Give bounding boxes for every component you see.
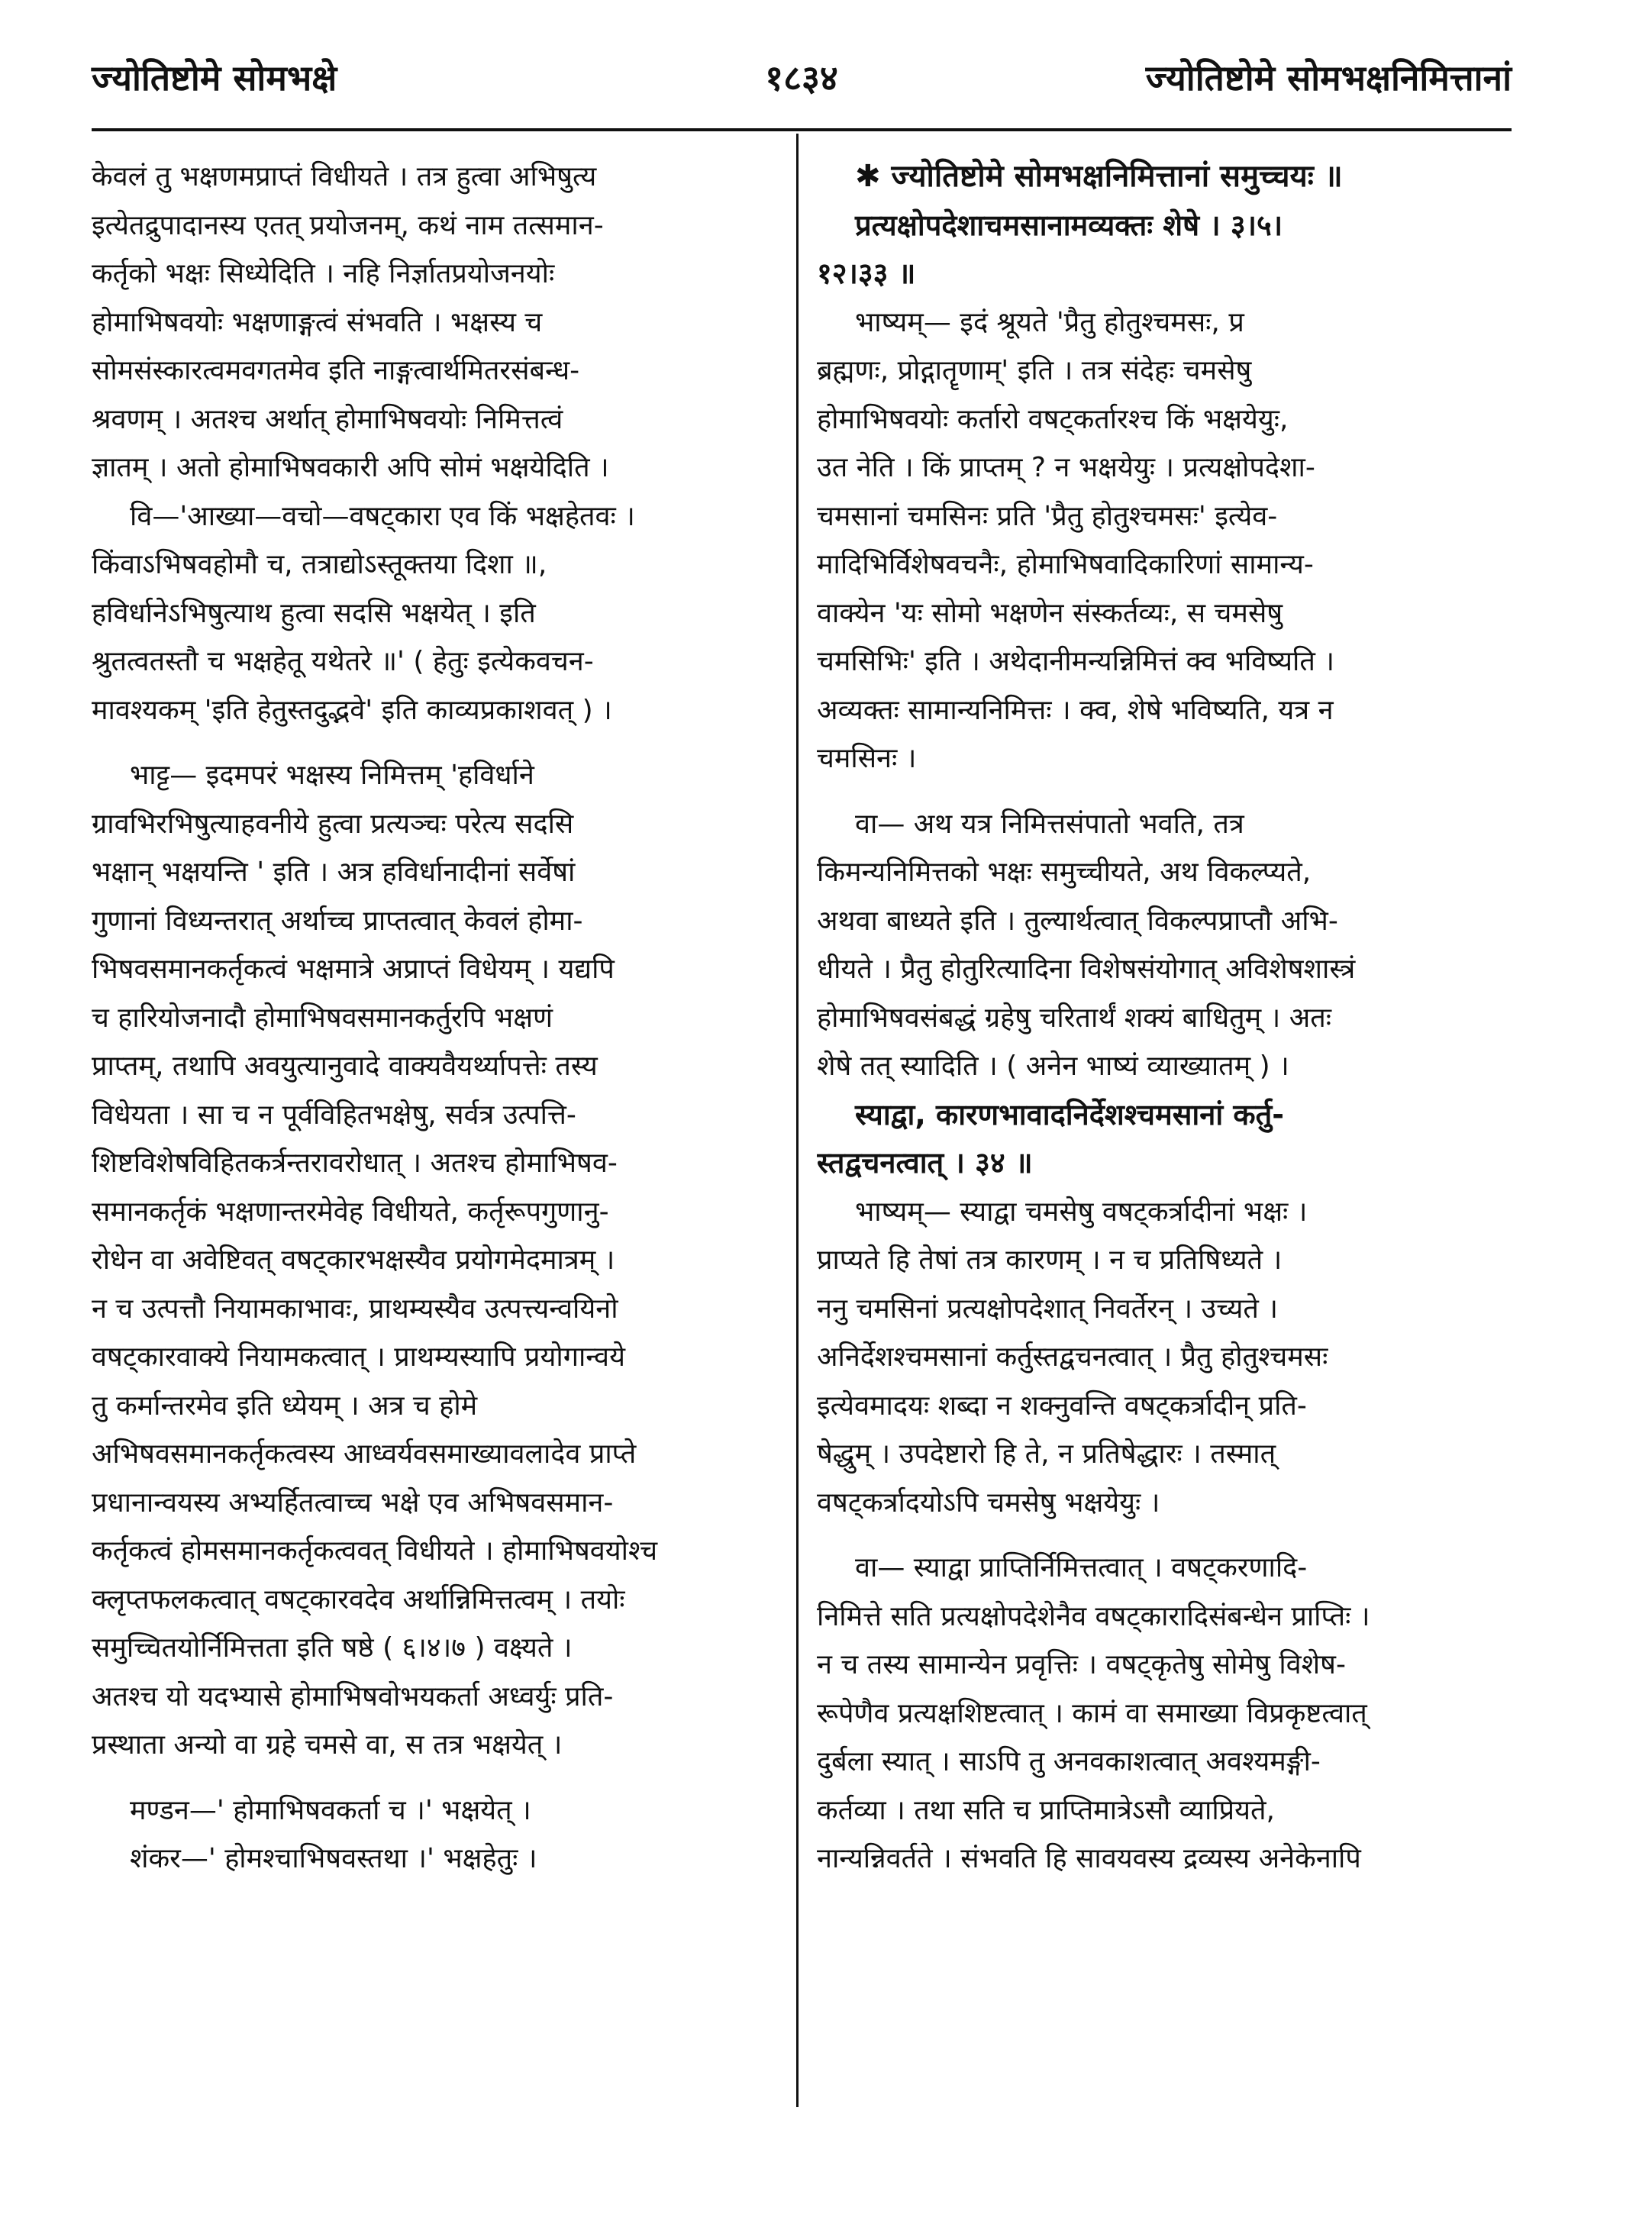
column-divider <box>796 134 799 2107</box>
text-line: च हारियोजनादौ होमाभिषवसमानकर्तुरपि भक्षणं <box>92 1002 553 1034</box>
text-line: रोधेन वा अवेष्टिवत् वषट्कारभक्षस्यैव प्रयोगमेदमात्रम् । <box>92 1244 615 1276</box>
running-head-right: ज्योतिष्टोमे सोमभक्षनिमित्तानां <box>1145 57 1512 98</box>
text-line: दुर्बला स्यात् । साऽपि तु अनवकाशत्वात् अवश्यमङ्गी- <box>817 1746 1321 1777</box>
text-line: प्राप्तम्, तथापि अवयुत्यानुवादे वाक्यवैयर्थ्यापत्तेः तस्य <box>92 1051 598 1082</box>
header-rule <box>92 128 1512 131</box>
text-line: ग्रावभिरभिषुत्याहवनीये हुत्वा प्रत्यञ्चः परेत्य सदसि <box>92 808 574 840</box>
text-line: तु कर्मान्तरमेव इति ध्येयम् । अत्र च होमे <box>92 1389 478 1422</box>
text-line: समानकर्तृकं भक्षणान्तरमेवेह विधीयते, कर्तृरूपगुणानु- <box>92 1196 609 1228</box>
text-line: चमसिनः । <box>817 743 917 774</box>
text-line: श्रवणम् । अतश्च अर्थात् होमाभिषवयोः निमित्तत्वं <box>92 403 563 435</box>
text-line: शेषे तत् स्यादिति । ( अनेन भाष्यं व्याख्यातम् ) । <box>817 1051 1289 1082</box>
text-line: शिष्टविशेषविहितकर्त्रन्तरावरोधात् । अतश्च होमाभिषव- <box>92 1147 618 1179</box>
text-line: प्रधानान्वयस्य अभ्यर्हितत्वाच्च भक्षे एव अभिषवसमान- <box>92 1486 614 1519</box>
text-line: कर्तव्या । तथा सति च प्राप्तिमात्रेऽसौ व्याप्रियते, <box>817 1794 1275 1826</box>
text-line: रूपेणैव प्रत्यक्षशिष्टत्वात् । कामं वा समाख्या विप्रकृष्टत्वात् <box>817 1697 1367 1729</box>
text-line: अभिषवसमानकर्तृकत्वस्य आध्वर्यवसमाख्यावलादेव प्राप्ते <box>92 1438 637 1470</box>
text-line: ननु चमसिनां प्रत्यक्षोपदेशात् निवर्तेरन् । उच्यते । <box>817 1293 1279 1325</box>
text-line: गुणानां विध्यन्तरात् अर्थाच्च प्राप्तत्वात् केवलं होमा- <box>92 905 583 937</box>
text-line: वषट्कारवाक्ये नियामकत्वात् । प्राथम्यस्यापि प्रयोगान्वये <box>92 1341 625 1373</box>
text-line: अव्यक्तः सामान्यनिमित्तः । क्व, शेषे भविष्यति, यत्र न <box>817 694 1334 726</box>
commentary-line: भाट्ट— इदमपरं भक्षस्य निमित्तम् 'हविर्धाने <box>130 760 534 791</box>
left-column <box>92 153 782 1883</box>
right-column <box>817 153 1512 1883</box>
verse-line: वि—'आख्या—वचो—वषट्कारा एव किं भक्षहेतवः । <box>130 500 635 532</box>
section-heading: ✱ ज्योतिष्टोमे सोमभक्षनिमित्तानां समुच्चयः ॥ <box>855 159 1343 194</box>
page-number: १८३४ <box>765 57 838 98</box>
verse-line: किंवाऽभिषवहोमौ च, तत्राद्योऽस्तूक्तया दिशा ॥, <box>92 549 547 580</box>
text-line: प्राप्यते हि तेषां तत्र कारणम् । न च प्रतिषिध्यते । <box>817 1244 1283 1276</box>
text-line: वषट्कर्त्रादयोऽपि चमसेषु भक्षयेयुः । <box>817 1486 1160 1519</box>
text-line: सोमसंस्कारत्वमवगतमेव इति नाङ्गत्वार्थमितरसंबन्ध- <box>92 355 580 386</box>
sutra-line: स्तद्वचनत्वात् । ३४ ॥ <box>817 1146 1033 1180</box>
text-line: इत्येवमादयः शब्दा न शक्नुवन्ति वषट्कर्त्रादीन् प्रति- <box>817 1389 1307 1422</box>
commentary-line: मण्डन—' होमाभिषवकर्ता च ।' भक्षयेत् । <box>130 1794 531 1826</box>
bhashya-line: भाष्यम्— स्याद्वा चमसेषु वषट्कर्त्रादीनां भक्षः । <box>855 1196 1308 1228</box>
text-line: भक्षान् भक्षयन्ति ' इति । अत्र हविर्धानादीनां सर्वेषां <box>92 857 576 888</box>
running-head-left: ज्योतिष्टोमे सोमभक्षे <box>92 57 337 98</box>
text-line: अथवा बाध्यते इति । तुल्यार्थत्वात् विकल्पप्राप्तौ अभि- <box>817 905 1338 937</box>
text-line: अतश्च यो यदभ्यासे होमाभिषवोभयकर्ता अध्वर्युः प्रति- <box>92 1680 614 1712</box>
text-line: कर्तृकत्वं होमसमानकर्तृकत्ववत् विधीयते । होमाभिषवयोश्च <box>92 1535 658 1567</box>
text-line: मादिभिर्विशेषवचनैः, होमाभिषवादिकारिणां सामान्य- <box>817 549 1314 580</box>
text-line: होमाभिषवसंबद्धं ग्रहेषु चरितार्थं शक्यं बाधितुम् । अतः <box>817 1002 1332 1034</box>
sutra-line: १२।३३ ॥ <box>817 257 916 290</box>
verse-line: मावश्यकम् 'इति हेतुस्तदुद्भवे' इति काव्यप्रकाशवत् ) । <box>92 694 612 726</box>
text-line: अनिर्देशश्चमसानां कर्तुस्तद्वचनत्वात् । प्रैतु होतुश्चमसः <box>817 1341 1328 1373</box>
vartika-line: वा— अथ यत्र निमित्तसंपातो भवति, तत्र <box>855 808 1244 840</box>
sutra-line: स्याद्वा, कारणभावादनिर्देशश्चमसानां कर्तु- <box>855 1097 1285 1131</box>
text-line: इत्येतद्रुपादानस्य एतत् प्रयोजनम्, कथं नाम तत्समान- <box>92 209 604 241</box>
text-line: चमसानां चमसिनः प्रति 'प्रैतु होतुश्चमसः' इत्येव- <box>817 500 1278 532</box>
page-header <box>92 53 1512 115</box>
verse-line: श्रुतत्वतस्तौ च भक्षहेतू यथेतरे ॥' ( हेतुः इत्येकवचन- <box>92 646 594 677</box>
text-line: समुच्चितयोर्निमित्तता इति षष्ठे ( ६।४।७ ) वक्ष्यते । <box>92 1632 573 1664</box>
text-line: ब्रह्मणः, प्रोद्गातॄणाम्' इति । तत्र संदेहः चमसेषु <box>817 355 1252 386</box>
text-line: धीयते । प्रैतु होतुरित्यादिना विशेषसंयोगात् अविशेषशास्त्रं <box>817 954 1356 985</box>
text-line: क्लृप्तफलकत्वात् वषट्कारवदेव अर्थान्निमित्तत्वम् । तयोः <box>92 1583 625 1615</box>
sutra-line: प्रत्यक्षोपदेशाचमसानामव्यक्तः शेषे । ३।५। <box>855 208 1283 242</box>
text-line: न च उत्पत्तौ नियामकाभावः, प्राथम्यस्यैव उत्पत्त्यन्वयिनो <box>92 1293 618 1325</box>
text-line: केवलं तु भक्षणमप्राप्तं विधीयते । तत्र हुत्वा अभिषुत्य <box>92 161 597 192</box>
text-line: होमाभिषवयोः भक्षणाङ्गत्वं संभवति । भक्षस्य च <box>92 306 543 338</box>
text-line: किमन्यनिमित्तको भक्षः समुच्चीयते, अथ विकल्प्यते, <box>817 857 1312 888</box>
text-line: न च तस्य सामान्येन प्रवृत्तिः । वषट्कृतेषु सोमेषु विशेष- <box>817 1649 1346 1680</box>
verse-line: हविर्धानेऽभिषुत्याथ हुत्वा सदसि भक्षयेत् । इति <box>92 597 536 629</box>
text-line: वाक्येन 'यः सोमो भक्षणेन संस्कर्तव्यः, स चमसेषु <box>817 597 1283 629</box>
vartika-line: वा— स्याद्वा प्राप्तिर्निमित्तत्वात् । वषट्करणादि- <box>855 1552 1308 1583</box>
text-line: प्रस्थाता अन्यो वा ग्रहे चमसे वा, स तत्र भक्षयेत् । <box>92 1729 563 1761</box>
text-line: नान्यन्निवर्तते । संभवति हि सावयवस्य द्रव्यस्य अनेकेनापि <box>817 1843 1361 1874</box>
text-line: उत नेति । किं प्राप्तम् ? न भक्षयेयुः । प्रत्यक्षोपदेशा- <box>817 452 1315 483</box>
text-line: चमसिभिः' इति । अथेदानीमन्यन्निमित्तं क्व भविष्यति । <box>817 646 1334 677</box>
commentary-line: शंकर—' होमश्चाभिषवस्तथा ।' भक्षहेतुः । <box>130 1843 537 1874</box>
text-line: ज्ञातम् । अतो होमाभिषवकारी अपि सोमं भक्षयेदिति । <box>92 452 609 483</box>
bhashya-line: भाष्यम्— इदं श्रूयते 'प्रैतु होतुश्चमसः, प्र <box>855 306 1244 338</box>
text-line: निमित्ते सति प्रत्यक्षोपदेशेनैव वषट्कारादिसंबन्धेन प्राप्तिः । <box>817 1600 1370 1632</box>
text-line: षेद्धुम् । उपदेष्टारो हि ते, न प्रतिषेद्धारः । तस्मात् <box>817 1438 1276 1470</box>
text-line: होमाभिषवयोः कर्तारो वषट्कर्तारश्च किं भक्षयेयुः, <box>817 403 1289 435</box>
text-line: कर्तृको भक्षः सिध्येदिति । नहि निर्ज्ञातप्रयोजनयोः <box>92 258 555 289</box>
text-line: भिषवसमानकर्तृकत्वं भक्षमात्रे अप्राप्तं विधेयम् । यद्यपि <box>92 954 615 985</box>
text-line: विधेयता । सा च न पूर्वविहितभक्षेषु, सर्वत्र उत्पत्ति- <box>92 1099 576 1131</box>
